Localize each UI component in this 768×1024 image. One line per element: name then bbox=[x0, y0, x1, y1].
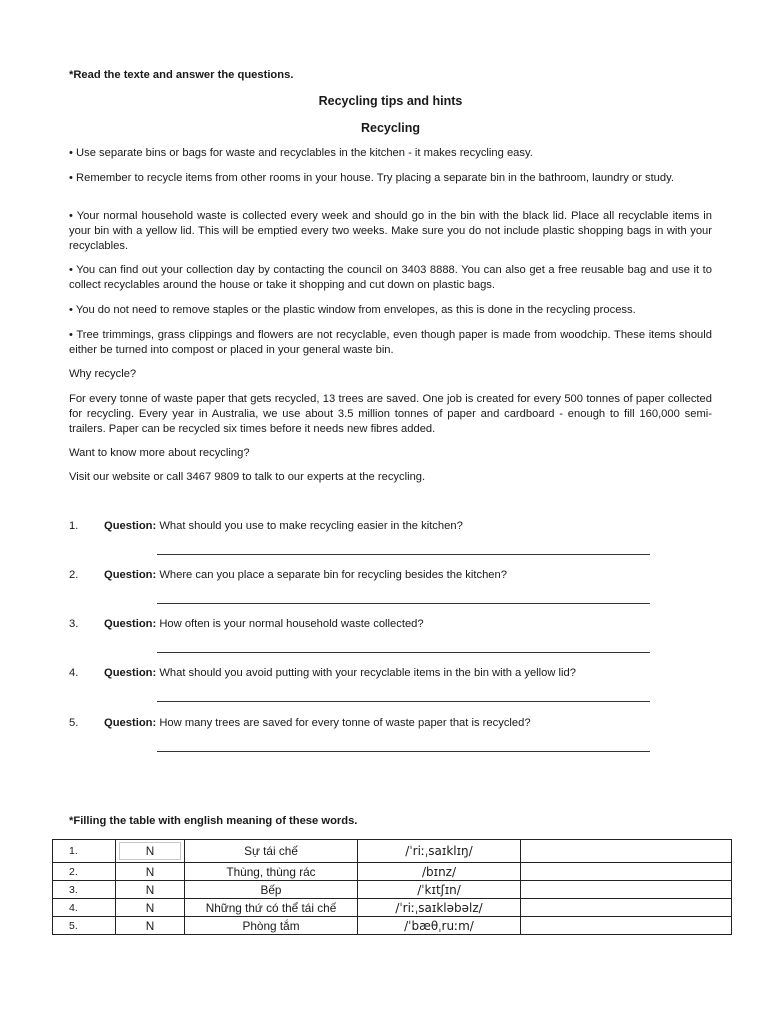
pronunciation: /ˈriːˌsaɪkləbəlz/ bbox=[358, 899, 521, 917]
row-number: 3. bbox=[53, 881, 116, 899]
question-label: Question: bbox=[104, 717, 157, 729]
tip-paragraph: • You do not need to remove staples or the plastic window from envelopes, as this is done in the recycling process. bbox=[69, 304, 636, 316]
why-recycle-paragraph: For every tonne of waste paper that gets recycled, 13 trees are saved. One job is created for every 500 tonnes of paper collected for recycling. Every year in Australia, we use about 3.5 million tonnes of paper and cardboard - enough to fill 160,000 semi-trailers. Paper can be recycled six times before it needs new fibres added. bbox=[69, 393, 712, 435]
question-label: Question: bbox=[104, 618, 157, 630]
question-label: Question: bbox=[104, 667, 157, 679]
question-number: 5. bbox=[69, 717, 79, 729]
vietnamese-word: Những thứ có thể tái chế bbox=[185, 899, 358, 917]
answer-line-4[interactable] bbox=[157, 701, 650, 702]
question-text: How many trees are saved for every tonne of waste paper that is recycled? bbox=[156, 717, 531, 729]
table-row bbox=[53, 863, 732, 881]
question-number: 3. bbox=[69, 618, 79, 630]
english-meaning-cell[interactable] bbox=[521, 863, 732, 881]
tip-paragraph: • You can find out your collection day by contacting the council on 3403 8888. You can also get a free reusable bag and use it to collect recyclables around the house or take it shopping and cut down on plastic bags. bbox=[69, 264, 712, 291]
question-text: What should you avoid putting with your recyclable items in the bin with a yellow lid? bbox=[156, 667, 576, 679]
question-text: What should you use to make recycling easier in the kitchen? bbox=[156, 520, 463, 532]
main-title: Recycling tips and hints bbox=[318, 94, 463, 108]
answer-line-5[interactable] bbox=[157, 751, 650, 752]
section-heading-why: Why recycle? bbox=[69, 368, 137, 380]
pronunciation: /ˈriːˌsaɪklɪŋ/ bbox=[358, 840, 521, 863]
pronunciation: /ˈkɪtʃɪn/ bbox=[358, 881, 521, 899]
table-instruction: *Filling the table with english meaning of these words. bbox=[69, 815, 358, 827]
table-row bbox=[53, 840, 732, 863]
answer-line-2[interactable] bbox=[157, 603, 650, 604]
part-of-speech: N bbox=[116, 899, 185, 917]
sub-title: Recycling bbox=[360, 121, 421, 135]
vocabulary-table bbox=[52, 839, 732, 935]
pronunciation: /ˈbæθˌruːm/ bbox=[358, 917, 521, 935]
question-text: Where can you place a separate bin for recycling besides the kitchen? bbox=[156, 569, 507, 581]
question-number: 4. bbox=[69, 667, 79, 679]
table-row bbox=[53, 899, 732, 917]
table-row bbox=[53, 917, 732, 935]
vietnamese-word: Bếp bbox=[185, 881, 358, 899]
question-text: How often is your normal household waste collected? bbox=[156, 618, 424, 630]
tip-paragraph: • Remember to recycle items from other rooms in your house. Try placing a separate bin in the bathroom, laundry or study. bbox=[69, 172, 674, 184]
row-number: 5. bbox=[53, 917, 116, 935]
vietnamese-word: Phòng tắm bbox=[185, 917, 358, 935]
question-number: 1. bbox=[69, 520, 79, 532]
part-of-speech: N bbox=[116, 863, 185, 881]
tip-paragraph: • Tree trimmings, grass clippings and flowers are not recyclable, even though paper is made from woodchip. These items should either be turned into compost or placed in your general waste bin. bbox=[69, 329, 712, 356]
english-meaning-cell[interactable] bbox=[521, 899, 732, 917]
contact-paragraph: Visit our website or call 3467 9809 to talk to our experts at the recycling. bbox=[69, 471, 426, 483]
vietnamese-word: Sự tái chế bbox=[185, 840, 358, 863]
reading-instruction: *Read the texte and answer the questions. bbox=[69, 69, 294, 81]
vietnamese-word: Thùng, thùng rác bbox=[185, 863, 358, 881]
question-label: Question: bbox=[104, 520, 157, 532]
question-number: 2. bbox=[69, 569, 79, 581]
part-of-speech: N bbox=[119, 842, 181, 860]
question-label: Question: bbox=[104, 569, 157, 581]
answer-line-3[interactable] bbox=[157, 652, 650, 653]
row-number: 1. bbox=[53, 840, 116, 863]
part-of-speech: N bbox=[116, 881, 185, 899]
english-meaning-cell[interactable] bbox=[521, 840, 732, 863]
tip-paragraph: • Your normal household waste is collected every week and should go in the bin with the black lid. Place all recyclable items in your bin with a yellow lid. This will be emptied every two weeks. Make sure you do not include plastic shopping bags in with your recyclables. bbox=[69, 210, 712, 252]
more-info-heading: Want to know more about recycling? bbox=[69, 447, 250, 459]
tip-paragraph: • Use separate bins or bags for waste and recyclables in the kitchen - it makes recycling easy. bbox=[69, 147, 533, 159]
table-row bbox=[53, 881, 732, 899]
row-number: 4. bbox=[53, 899, 116, 917]
english-meaning-cell[interactable] bbox=[521, 881, 732, 899]
english-meaning-cell[interactable] bbox=[521, 917, 732, 935]
answer-line-1[interactable] bbox=[157, 554, 650, 555]
part-of-speech: N bbox=[116, 917, 185, 935]
row-number: 2. bbox=[53, 863, 116, 881]
pronunciation: /bɪnz/ bbox=[358, 863, 521, 881]
